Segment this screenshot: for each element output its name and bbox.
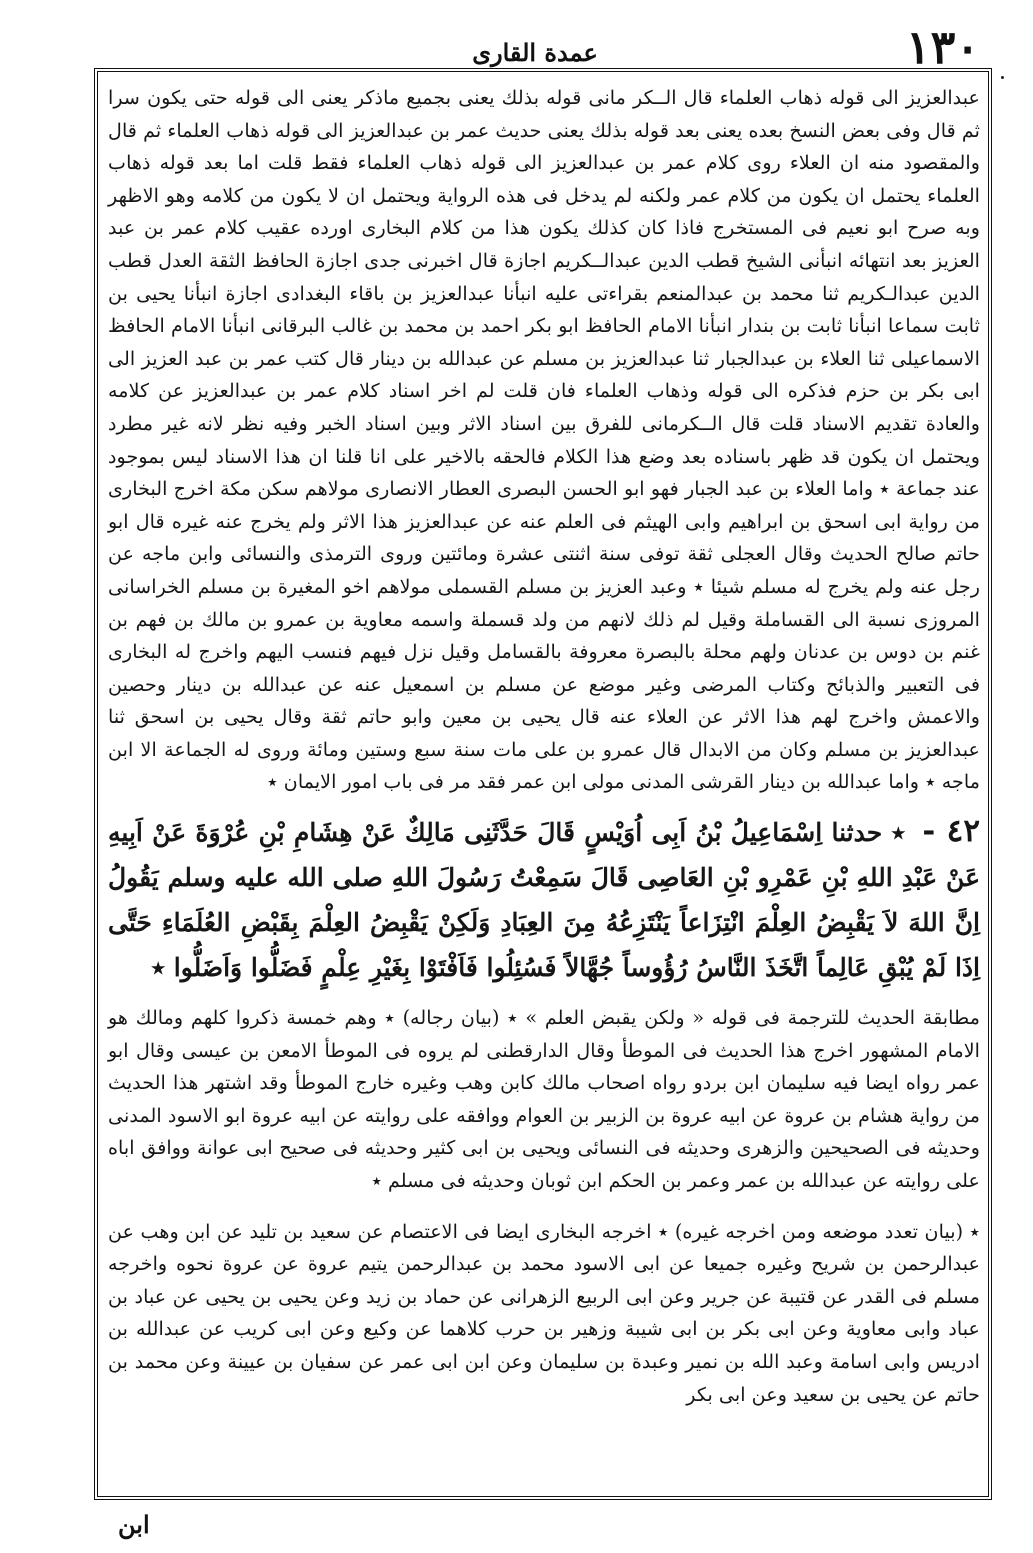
- catchword: ابن: [118, 1510, 150, 1539]
- hadith-block: [108, 809, 980, 990]
- page-number: ١٣٠: [905, 20, 980, 74]
- hadith-number: ٤٢ -: [922, 813, 980, 850]
- hadith-text: ٭ حدثنا اِسْمَاعِیلُ بْنُ اَبِی اُوَیْسٍ قَالَ حَدَّثَنِی مَالِكٌ عَنْ هِشَامِ بْنِ عُرْوَةَ عَنْ اَبِیهِ عَنْ عَبْدِ اللهِ بْنِ عَمْرِو بْنِ العَاصِی قَالَ سَمِعْتُ رَسُولَ اللهِ صلی الله علیه وسلم یَقُولُ اِنَّ اللهَ لاَ یَقْبِضُ العِلْمَ انْتِزَاعاً یَنْتَزِعُهُ مِنَ العِبَادِ وَلَکِنْ یَقْبِضُ العِلْمَ بِقَبْضِ العُلَمَاءِ حَتَّی اِذَا لَمْ یُبْقِ عَالِماً اتَّخَذَ النَّاسُ رُؤُوساً جُهَّالاً فَسُئِلُوا فَاَفْتَوْا بِغَیْرِ عِلْمٍ فَضَلُّوا وَاَضَلُّوا ٭: [108, 818, 980, 983]
- commentary-paragraph-narrators: عبدالعزیز الی قوله ذهاب العلماء قال الــکر مانی قوله بذلك یعنی بجمیع ماذکر یعنی الی قوله حتی یکون سرا ثم قال وفی بعض النسخ بعده یعنی بعد قوله بذلك یعنی حدیث عمر بن عبدالعزیز الی قوله ذهاب العلماء ثم قال والمقصود منه ان العلاء روی کلام عمر بن عبدالعزیز الی قوله ذهاب العلماء فقط قلت اما بعد قوله ذهاب العلماء یحتمل ان یکون من کلام عمر ولکنه لم یدخل فی هذه الروایة ویحتمل ان لا یکون من کلامه وهو الاظهر وبه صرح ابو نعیم فی المستخرج فاذا کان کذلك یکون هذا من کلام البخاری اورده عقیب کلام عمر بن عبد العزیز بعد انتهائه انبأنی الشیخ قطب الدین عبدالــکریم اجازة قال اخبرنی جدی اجازة الحافظ الثقة العدل قطب الدین عبدالـکریم ثنا محمد بن عبدالمنعم بقراءتی علیه انبأنا عبدالعزیز بن باقاء البغدادی اجازة انبأنا یحیی بن ثابت سماعا انبأنا ثابت بن بندار انبأنا الامام الحافظ ابو بکر احمد بن محمد بن غالب البرقانی انبأنا الامام الحافظ الاسماعیلی ثنا العلاء بن عبدالجبار ثنا عبدالعزیز بن مسلم عن عبدالله بن دینار قال کتب عمر بن عبد العزیز الی ابی بکر بن حزم فذکره الی قوله وذهاب العلماء فان قلت لم اخر اسناد کلام عمر بن عبدالعزیز عن کلامه والعادة تقدیم الاسناد قلت قال الــکرمانی للفرق بین اسناد الاثر وبین اسناد الخبر وفیه نظر لانه غیر مطرد ویحتمل ان یکون قد ظهر باسناده بعد وضع هذا الکلام فالحقه بالاخیر علی انا قلنا ان هذا الاسناد لیس بموجود عند جماعة ٭ واما العلاء بن عبد الجبار فهو ابو الحسن البصری العطار الانصاری مولاهم سکن مکة اخرج البخاری من روایة ابی اسحق بن ابراهیم وابی الهیثم فی العلم عنه عن عبدالعزیز هذا الاثر ولم یخرج عنه غیره قال ابو حاتم صالح الحدیث وقال العجلی ثقة توفی سنة اثنتی عشرة ومائتین وروی الترمذی والنسائی وابن ماجه عن رجل عنه ولم یخرج له مسلم شیئا ٭ وعبد العزیز بن مسلم القسملی مولاهم اخو المغیرة بن مسلم الخراسانی المروزی نسبة الی القساملة وقیل لم ذلك لانهم من ولد قسملة واسمه معاویة بن عمرو بن مالك بن فهم بن غنم بن دوس بن عدنان ولهم محلة بالبصرة معروفة بالقسامل وقیل نزل فیهم فنسب الیهم واخرج له البخاری فی التعبیر والذبائح وکتاب المرضی وغیر موضع عن مسلم بن اسمعیل عنه عن عبدالله بن دینار وحصین والاعمش واخرج لهم هذا الاثر عن العلاء عنه قال یحیی بن معین وابو حاتم ثقة وقال یحیی بن اسحق ثنا عبدالعزیز بن مسلم وکان من الابدال قال عمرو بن علی مات سنة سبع وستین ومائة وروی له الجماعة الا ابن ماجه ٭ واما عبدالله بن دینار القرشی المدنی مولی ابن عمر فقد مر فی باب امور الایمان ٭: [108, 86, 980, 794]
- ink-dot: [1001, 76, 1004, 79]
- commentary-paragraph-chapter-match: مطابقة الحدیث للترجمة فی قوله « ولکن یقبض العلم » ٭ (بیان رجاله) ٭ وهم خمسة ذکروا کلهم ومالك هو الامام المشهور اخرج هذا الحدیث فی الموطأ وقال الدارقطنی لم یروه فی الموطأ الامعن بن عیسی وقال ابو عمر رواه ایضا فیه سلیمان ابن بردو رواه اصحاب مالك کابن وهب وغیره خارج الموطأ وقد اشتهر هذا الحدیث من روایة هشام بن عروة عن ابیه عروة بن الزبیر بن العوام ووافقه علی روایته عن ابیه عروة ابو الاسود المدنی وحدیثه فی الصحیحین والزهری وحدیثه فی النسائی ویحیی بن ابی کثیر وحدیثه فی صحیح ابی عوانة ووافق اباه علی روایته عن عبدالله بن عمر وعمر بن الحکم ابن ثوبان وحدیثه فی مسلم ٭: [108, 1006, 980, 1193]
- main-text-block: [108, 82, 980, 1430]
- commentary-paragraph-sources: ٭ (بیان تعدد موضعه ومن اخرجه غیره) ٭ اخرجه البخاری ایضا فی الاعتصام عن سعید بن تلید عن ابن وهب عن عبدالرحمن بن شریح وغیره جمیعا عن ابی الاسود محمد بن عبدالرحمن یتیم عروة عن عروة نحوه واخرجه مسلم فی القدر عن قتیبة عن جریر وعن ابی الربیع الزهرانی عن حماد بن زید وعن یحیی بن یحیی عن عباد بن عباد وابی معاویة وعن ابی بکر بن ابی شیبة وزهیر بن حرب کلاهما عن وکیع وعن ابی کریب عن عبدالله بن ادریس وابی اسامة وعبد الله بن نمیر وعبدة بن سلیمان وعن ابن ابی عمر عن سفیان بن عیینة وعن محمد بن حاتم عن یحیی بن سعید وعن ابی بکر: [108, 1219, 980, 1406]
- page-header: [80, 10, 990, 74]
- running-title: عمدة القاری: [472, 38, 598, 67]
